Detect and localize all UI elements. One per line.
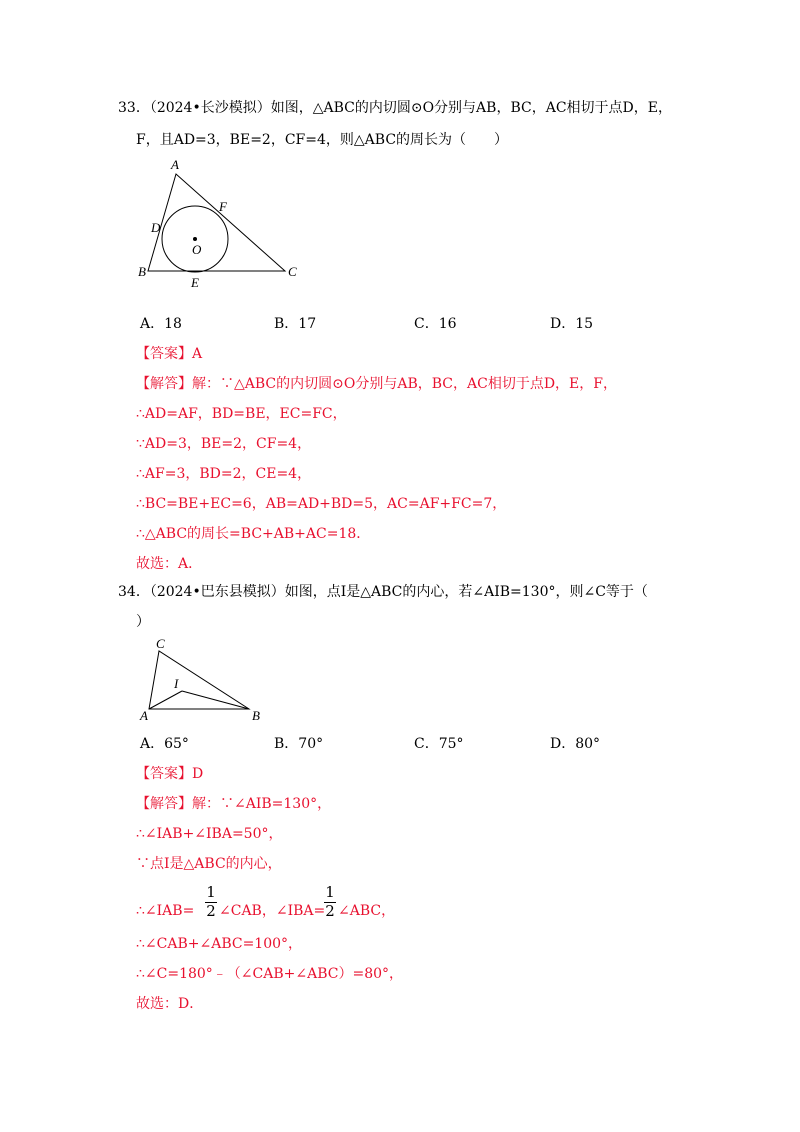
q33-center-dot xyxy=(193,237,197,241)
q33-figure xyxy=(130,150,330,295)
q34-label-I: I xyxy=(174,676,179,691)
q33-stem-line2: F，且AD=3，BE=2，CF=4，则△ABC的周长为（ ） xyxy=(136,132,509,148)
q33-label-D: D xyxy=(151,220,161,235)
q33-solution-1: 【解答】解：∵△ABC的内切圆⊙O分别与AB，BC，AC相切于点D，E，F， xyxy=(136,376,617,392)
q33-option-d: D．15 xyxy=(550,316,594,332)
q33-solution-4: ∴AF=3，BD=2，CE=4， xyxy=(136,466,312,482)
q34-option-b: B．70° xyxy=(274,736,324,752)
q33-solution-6: ∴△ABC的周长=BC+AB+AC=18． xyxy=(136,526,371,542)
q34-option-d: D．80° xyxy=(550,736,601,752)
q34-stem-line2: ） xyxy=(136,614,150,630)
q33-answer: 【答案】A xyxy=(136,346,203,362)
fraction-1-numerator: 1 xyxy=(206,883,216,901)
q34-solution-2: ∴∠IAB+∠IBA=50°， xyxy=(136,826,283,842)
q33-stem-line1: 33．（2024•长沙模拟）如图，△ABC的内切圆⊙O分别与AB，BC，AC相切于点D，E， xyxy=(118,100,672,116)
q33-option-b: B．17 xyxy=(274,316,317,332)
fraction-2-denominator: 2 xyxy=(325,902,335,920)
fraction-2-numerator: 1 xyxy=(325,883,335,901)
q34-solution-1: 【解答】解：∵∠AIB=130°， xyxy=(136,796,332,812)
q34-solution-4a: ∴∠IAB= xyxy=(136,903,195,919)
fraction-1-denominator: 2 xyxy=(206,902,216,920)
q34-figure xyxy=(136,636,276,724)
q34-solution-7: 故选：D． xyxy=(136,996,204,1012)
q34-solution-5: ∴∠CAB+∠ABC=100°， xyxy=(136,936,303,952)
q34-solution-4c: ∠ABC， xyxy=(338,903,396,919)
q34-label-C: C xyxy=(156,636,165,651)
q33-triangle xyxy=(148,174,285,271)
q33-label-F: F xyxy=(219,199,227,214)
q34-option-a: A．65° xyxy=(140,736,189,752)
q34-stem-line1: 34．（2024•巴东县模拟）如图，点I是△ABC的内心，若∠AIB=130°，则∠C等于（ xyxy=(118,584,648,600)
q33-solution-5: ∴BC=BE+EC=6，AB=AD+BD=5，AC=AF+FC=7， xyxy=(136,496,507,512)
q33-solution-2: ∴AD=AF，BD=BE，EC=FC， xyxy=(136,406,347,422)
q34-label-B: B xyxy=(252,708,260,723)
q34-option-c: C．75° xyxy=(414,736,464,752)
q34-segment-IB xyxy=(182,691,249,709)
q33-solution-3: ∵AD=3，BE=2，CF=4， xyxy=(136,436,312,452)
q33-label-O: O xyxy=(192,242,202,257)
q33-solution-7: 故选：A． xyxy=(136,556,203,572)
q33-label-E: E xyxy=(191,275,199,290)
q33-label-C: C xyxy=(288,264,297,279)
q34-solution-6: ∴∠C=180°﹣（∠CAB+∠ABC）=80°， xyxy=(136,966,404,982)
q34-segment-AI xyxy=(149,691,182,709)
q34-answer: 【答案】D xyxy=(136,766,204,782)
q33-label-A: A xyxy=(171,157,179,172)
q34-solution-4b: ∠CAB，∠IBA= xyxy=(219,903,326,919)
q33-label-B: B xyxy=(138,264,146,279)
q34-label-A: A xyxy=(140,708,148,723)
q34-solution-3: ∵点I是△ABC的内心， xyxy=(136,856,282,872)
q33-option-a: A．18 xyxy=(140,316,182,332)
q33-option-c: C．16 xyxy=(414,316,457,332)
